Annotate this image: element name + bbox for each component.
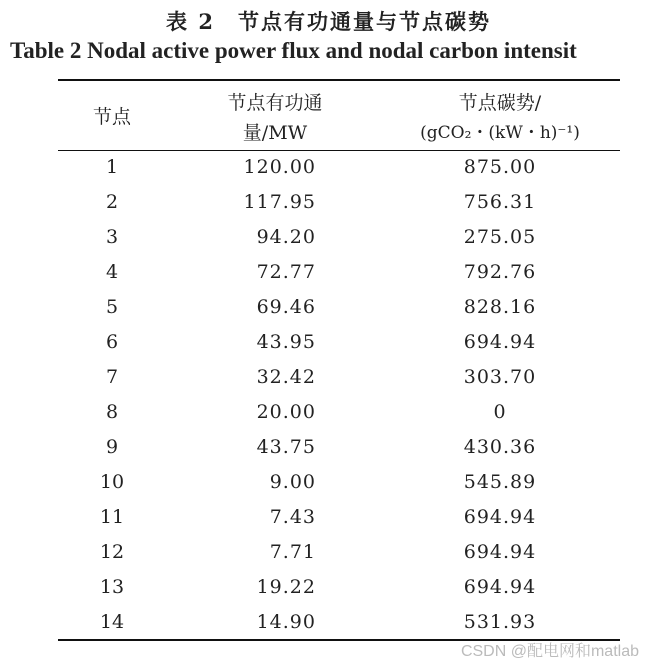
cell-node: 4 <box>105 261 119 283</box>
top-rule <box>58 79 620 81</box>
cell-carbon: 792.76 <box>463 261 537 283</box>
cell-carbon: 694.94 <box>463 576 537 598</box>
cell-carbon: 828.16 <box>463 296 537 318</box>
cell-carbon: 875.00 <box>463 156 537 178</box>
cell-node: 1 <box>105 156 119 178</box>
cell-node: 6 <box>105 331 119 353</box>
cell-flux: 20.00 <box>256 401 316 423</box>
header-flux-2: 量/MW <box>242 122 308 144</box>
cell-node: 11 <box>99 506 125 528</box>
header-node: 节点 <box>92 106 131 128</box>
cell-flux: 43.95 <box>256 331 316 353</box>
cell-carbon: 694.94 <box>463 541 537 563</box>
cell-flux: 14.90 <box>256 611 316 633</box>
watermark: CSDN @配电网和matlab <box>460 643 639 660</box>
cell-carbon: 756.31 <box>463 191 537 213</box>
cell-flux: 72.77 <box>256 261 316 283</box>
table-title-cn: 表 2 节点有功通量与节点碳势 <box>166 9 491 34</box>
cell-flux: 117.95 <box>243 191 316 213</box>
cell-node: 12 <box>99 541 125 563</box>
cell-flux: 43.75 <box>256 436 316 458</box>
cell-flux: 7.43 <box>269 506 316 528</box>
cell-node: 3 <box>105 226 119 248</box>
cell-flux: 9.00 <box>269 471 316 493</box>
cell-flux: 120.00 <box>243 156 316 178</box>
header-rule <box>58 150 620 151</box>
cell-flux: 19.22 <box>256 576 316 598</box>
cell-node: 13 <box>99 576 125 598</box>
cell-node: 10 <box>99 471 125 493</box>
cell-node: 7 <box>105 366 119 388</box>
cell-node: 2 <box>105 191 119 213</box>
header-flux-1: 节点有功通 <box>227 92 323 114</box>
cell-node: 8 <box>105 401 119 423</box>
cell-carbon: 531.93 <box>463 611 537 633</box>
header-carbon-1: 节点碳势/ <box>458 92 542 114</box>
cell-flux: 94.20 <box>256 226 316 248</box>
cell-carbon: 430.36 <box>463 436 537 458</box>
cell-carbon: 0 <box>493 401 507 423</box>
cell-flux: 7.71 <box>269 541 316 563</box>
cell-flux: 69.46 <box>256 296 316 318</box>
cell-flux: 32.42 <box>256 366 316 388</box>
cell-carbon: 275.05 <box>463 226 537 248</box>
cell-carbon: 303.70 <box>463 366 537 388</box>
cell-node: 14 <box>99 611 125 633</box>
cell-node: 5 <box>105 296 119 318</box>
header-carbon-2: (gCO₂・(kW・h)⁻¹) <box>420 123 580 143</box>
cell-carbon: 694.94 <box>463 331 537 353</box>
cell-carbon: 694.94 <box>463 506 537 528</box>
cell-node: 9 <box>105 436 119 458</box>
table-title-en: Table 2 Nodal active power flux and nodal carbon intensit <box>10 38 577 63</box>
cell-carbon: 545.89 <box>463 471 537 493</box>
